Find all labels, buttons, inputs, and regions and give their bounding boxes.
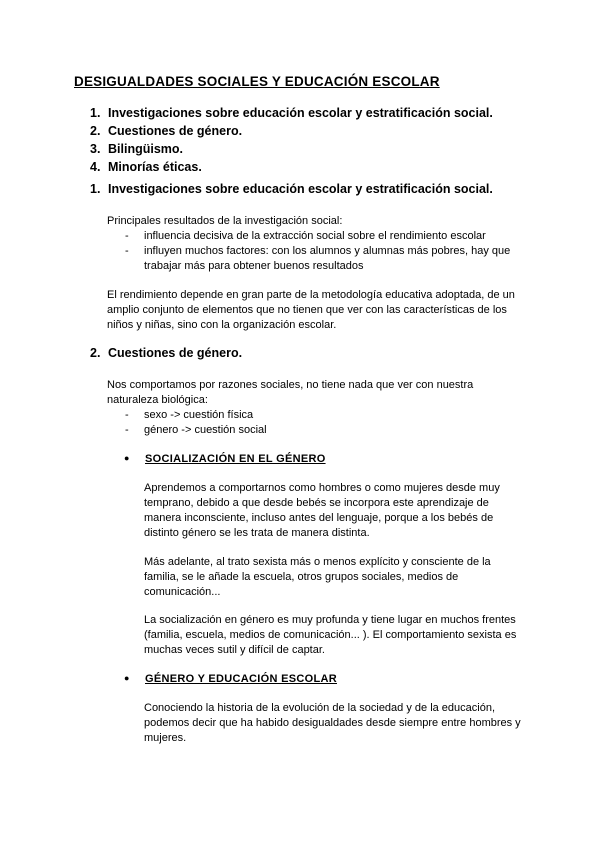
paragraph-line: mujeres. xyxy=(144,732,187,744)
subsection-heading: ● SOCIALIZACIÓN EN EL GÉNERO xyxy=(124,453,326,465)
paragraph-line: niños y niñas, sino con la organización escolar. xyxy=(107,319,337,331)
paragraph-line: temprano, debido a que desde bebés se incorpora este aprendizaje de xyxy=(144,497,489,509)
bullet-icon: ● xyxy=(124,453,130,463)
paragraph-line: Nos comportamos por razones sociales, no tiene nada que ver con nuestra xyxy=(107,379,474,391)
paragraph-line: Aprendemos a comportarnos como hombres o como mujeres desde muy xyxy=(144,482,500,494)
section2-heading: 2. Cuestiones de género. xyxy=(90,346,243,360)
paragraph-line: Más adelante, al trato sexista más o menos explícito y consciente de la xyxy=(144,556,491,568)
bullet-icon: ● xyxy=(124,673,130,683)
paragraph-line: La socialización en género es muy profunda y tiene lugar en muchos frentes xyxy=(144,614,516,626)
paragraph-line: familia, se le añade la escuela, otros grupos sociales, medios de xyxy=(144,571,459,583)
table-of-contents xyxy=(90,104,493,176)
toc-item: 1. Investigaciones sobre educación escolar y estratificación social. xyxy=(90,106,493,120)
paragraph-line: muchas veces sutil y difícil de captar. xyxy=(144,644,325,656)
paragraph-line: naturaleza biológica: xyxy=(107,394,208,406)
section1-intro: Principales resultados de la investigación social: xyxy=(107,215,343,227)
toc-item: 4. Minorías éticas. xyxy=(90,160,202,174)
paragraph-line: (familia, escuela, medios de comunicación... ). El comportamiento sexista es xyxy=(144,629,517,641)
list-item-continuation: trabajar más para obtener buenos resultados xyxy=(144,260,364,272)
toc-item: 3. Bilingüismo. xyxy=(90,142,183,156)
subsection-heading: ● GÉNERO Y EDUCACIÓN ESCOLAR xyxy=(124,673,337,685)
section1-heading: 1. Investigaciones sobre educación escolar y estratificación social. xyxy=(90,182,493,196)
paragraph-line: comunicación... xyxy=(144,586,221,598)
document-title: DESIGUALDADES SOCIALES Y EDUCACIÓN ESCOLAR xyxy=(74,74,440,89)
paragraph-line: podemos decir que ha habido desigualdades desde siempre entre hombres y xyxy=(144,717,521,729)
paragraph-line: El rendimiento depende en gran parte de la metodología educativa adoptada, de un xyxy=(107,289,515,301)
paragraph-line: amplio conjunto de elementos que no tienen que ver con las características de los xyxy=(107,304,507,316)
paragraph-line: distinto género se les trata de manera distinta. xyxy=(144,527,370,539)
paragraph-line: manera inconsciente, incluso antes del lenguaje, porque a los bebés de xyxy=(144,512,494,524)
toc-item: 2. Cuestiones de género. xyxy=(90,124,243,138)
paragraph-line: Conociendo la historia de la evolución de la sociedad y de la educación, xyxy=(144,702,496,714)
document-page: DESIGUALDADES SOCIALES Y EDUCACIÓN ESCOLAR 1. Investigaciones sobre educación escolar y estratificación social. 2. Cuestiones de género. 3. Bilingüismo. 4. Minorías éticas. 1. Investigaciones sobre educación escolar y estratificación social. Principales resultados de la investigación social: - influencia decisiva de la extracción social sobre el rendimiento escolar - influyen muchos factores: con los alumnos y alumnas más pobres, hay que trabajar más para obtener buenos resultados El rendimiento depende en gran parte de la metodología educativa adoptada, de un amplio conjunto de elementos que no tienen que ver con las características de los niños y niñas, sino con la organización escolar. 2. Cuestiones de género. Nos comportamos por razones sociales, no tiene nada que ver con nuestra naturaleza biológica: - sexo -> cuestión física - género -> cuestión social ● SOCIALIZACIÓN EN EL GÉNERO Aprendemos a comportarnos como hombres o como mujeres desde muy temprano, debido a que desde bebés se incorpora este aprendizaje de manera inconsciente, incluso antes del lenguaje, porque a los bebés de distinto género se les trata de manera distinta. Más adelante, al trato sexista más o menos explícito y consciente de la familia, se le añade la escuela, otros grupos sociales, medios de comunicación... La socialización en género es muy profunda y tiene lugar en muchos frentes (familia, escuela, medios de comunicación... ). El comportamiento sexista es muchas veces sutil y difícil de captar. ● GÉNERO Y EDUCACIÓN ESCOLAR Conociendo la historia de la evolución de la sociedad y de la educación, podemos decir que ha habido desigualdades desde siempre entre hombres y mujeres. xyxy=(74,74,521,744)
